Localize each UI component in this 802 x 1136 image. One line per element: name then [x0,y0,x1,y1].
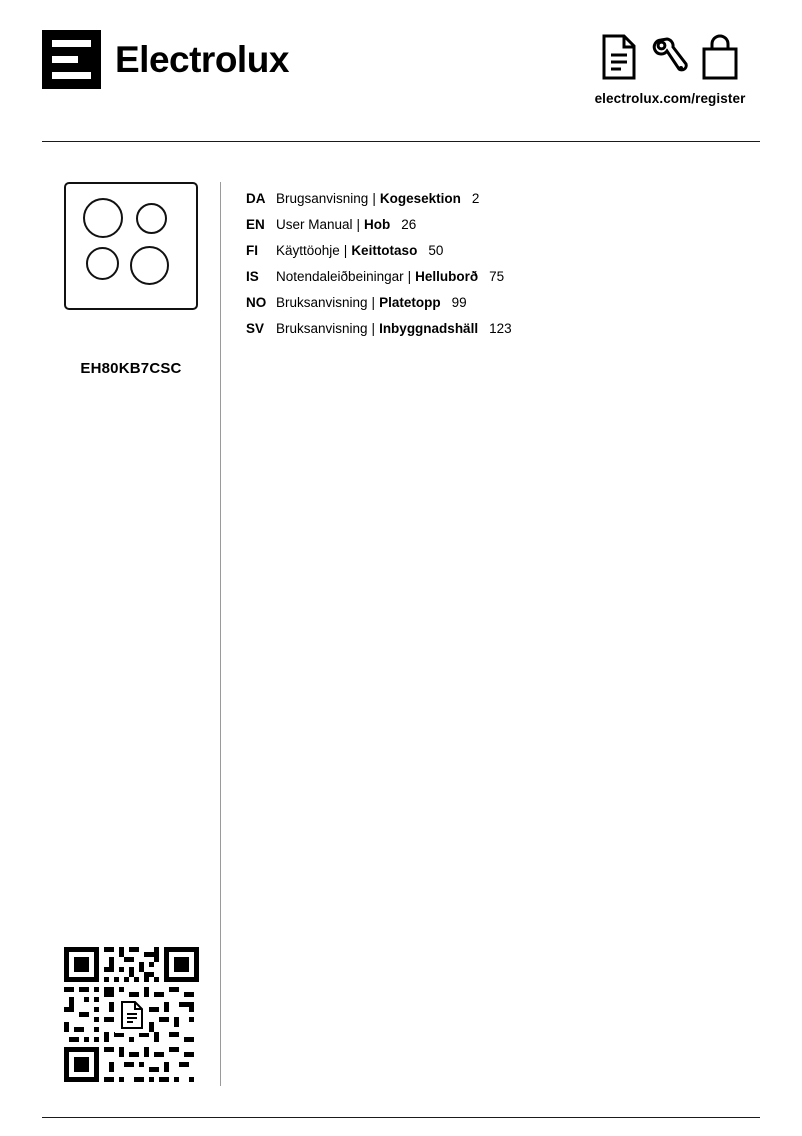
separator: | [343,243,348,258]
language-contents-list [246,186,746,342]
register-url[interactable]: electrolux.com/register [594,91,746,106]
appliance-name: Kogesektion [379,191,461,206]
document-icon [115,997,149,1033]
document-type: Notendaleiðbeiningar [276,269,404,284]
language-code: DA [246,191,266,206]
bag-icon [700,33,740,86]
language-code: IS [246,269,259,284]
document-type: Brugsanvisning [276,191,369,206]
qr-code-icon[interactable] [64,947,199,1082]
language-code: FI [246,243,258,258]
page-number: 75 [489,269,505,284]
cooking-zone [130,246,169,285]
language-code: EN [246,217,265,232]
separator: | [356,217,361,232]
brand-lockup [42,30,289,89]
separator: | [372,191,376,206]
footer-divider [42,1117,760,1118]
model-number: EH80KB7CSC [80,360,182,377]
separator: | [371,295,376,310]
register-block[interactable] [580,34,760,106]
separator: | [407,269,412,284]
list-item[interactable] [246,186,746,212]
electrolux-logo-icon [42,30,101,89]
document-type: User Manual [276,217,353,232]
appliance-name: Inbyggnadshäll [379,321,479,336]
document-type: Bruksanvisning [276,295,368,310]
left-column [42,182,220,377]
language-code: NO [246,295,267,310]
wrench-icon [649,33,689,86]
brand-name: Electrolux [115,39,289,80]
list-item[interactable] [246,238,746,264]
hob-cooktop-icon [64,182,198,310]
header-divider [42,141,760,142]
page-number: 50 [428,243,444,258]
document-icon [600,33,638,86]
cooking-zone [83,198,123,238]
appliance-name: Hob [364,217,391,232]
page-header [42,30,760,118]
document-type: Bruksanvisning [276,321,368,336]
appliance-name: Helluborð [415,269,479,284]
page-number: 26 [401,217,417,232]
list-item[interactable] [246,316,746,342]
cooking-zone [86,247,119,280]
page-number: 99 [451,295,467,310]
document-type: Käyttöohje [276,243,340,258]
appliance-name: Platetopp [379,295,441,310]
language-code: SV [246,321,265,336]
list-item[interactable] [246,264,746,290]
appliance-name: Keittotaso [351,243,418,258]
page-number: 123 [489,321,512,336]
register-icon-group [580,34,760,86]
list-item[interactable] [246,290,746,316]
list-item[interactable] [246,212,746,238]
separator: | [371,321,376,336]
page-number: 2 [471,191,480,206]
column-divider [220,182,221,1086]
cooking-zone [136,203,167,234]
